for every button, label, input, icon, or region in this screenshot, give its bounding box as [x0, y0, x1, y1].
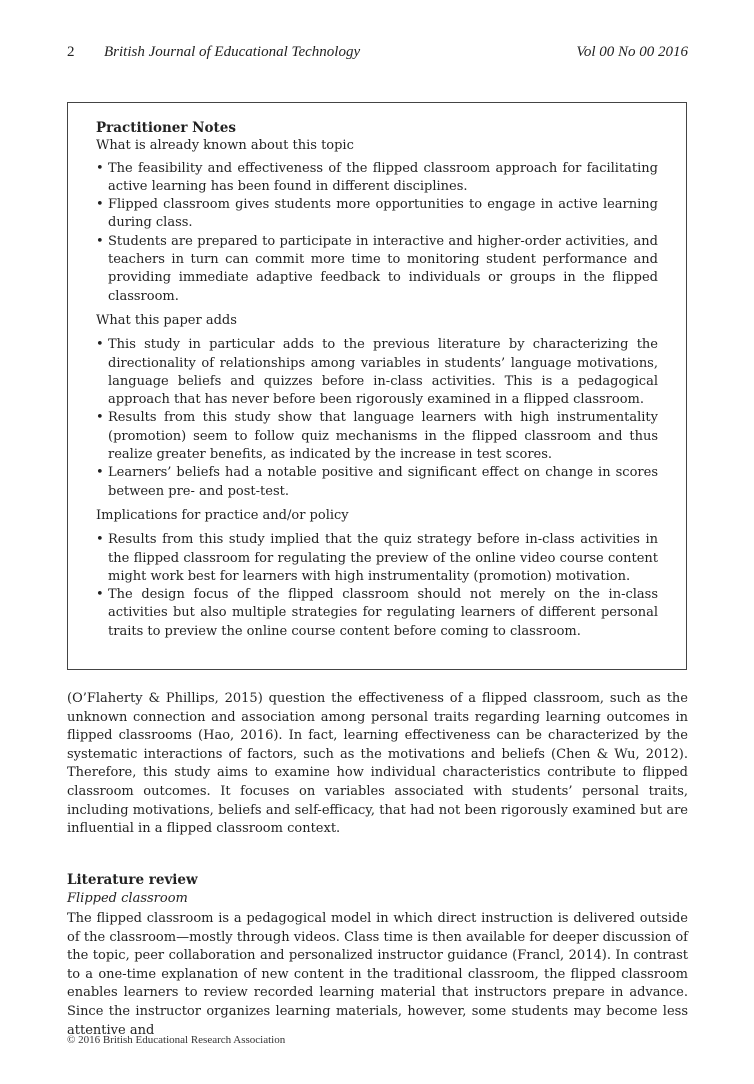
literature-paragraph: The flipped classroom is a pedagogical model in which direct instruction is delivered outside of the classroom—mostly through videos. Class time is then available for deeper discussion of the topic, peer collaboration and personalized instructor guidance (Francl, 2014). In contrast to a one-time explanation of new content in the traditional classroom, the flipped classroom enables learners to review recorded learning material that instructors prepare in advance. Since the instructor organizes learning materials, however, some students may become less attentive and — [67, 911, 688, 1038]
list-item: • Learners’ beliefs had a notable positive and significant effect on change in scores between pre- and post-test. — [96, 464, 658, 501]
copyright-footer: © 2016 British Educational Research Association — [67, 1034, 286, 1046]
adds-bullets — [96, 336, 658, 501]
flipped-classroom-subheading: Flipped classroom — [67, 891, 188, 906]
section-heading-known: What is already known about this topic — [96, 138, 354, 154]
section-heading-implications: Implications for practice and/or policy — [96, 507, 349, 523]
list-item: • This study in particular adds to the previous literature by characterizing the directionality of relationships among variables in students’ language motivations, language beliefs and quizzes before in-class activities. This is a pedagogical approach that has never before been rigorously examined in a flipped classroom. — [96, 336, 658, 409]
list-item: • Flipped classroom gives students more opportunities to engage in active learning during class. — [96, 196, 658, 233]
list-item: • Students are prepared to participate in interactive and higher-order activities, and teachers in turn can commit more time to monitoring student performance and providing immediate adaptive feedback to individuals or groups in the flipped classroom. — [96, 233, 658, 306]
list-item: • Results from this study show that language learners with high instrumentality (promotion) seem to follow quiz mechanisms in the flipped classroom and thus realize greater benefits, as indicated by the increase in test scores. — [96, 409, 658, 464]
running-header — [67, 44, 688, 64]
implications-bullets — [96, 531, 658, 641]
journal-name: British Journal of Educational Technology — [104, 44, 361, 60]
list-item: • The feasibility and effectiveness of the flipped classroom approach for facilitating active learning has been found in different disciplines. — [96, 160, 658, 197]
page-number: 2 — [67, 44, 75, 60]
list-item: • The design focus of the flipped classroom should not merely on the in-class activities but also multiple strategies for regulating learners of different personal traits to preview the online course content before coming to classroom. — [96, 586, 658, 641]
known-bullets — [96, 160, 658, 306]
section-heading-adds: What this paper adds — [96, 312, 237, 328]
list-item: • Results from this study implied that the quiz strategy before in-class activities in the flipped classroom for regulating the preview of the online video course content might work best for learners with high instrumentality (promotion) motivation. — [96, 531, 658, 586]
literature-review-heading: Literature review — [67, 872, 198, 888]
intro-paragraph: (O’Flaherty & Phillips, 2015) question the effectiveness of a flipped classroom, such as the unknown connection and association among personal traits regarding learning outcomes in flipped classrooms (Hao, 2016). In fact, learning effectiveness can be characterized by the systematic interactions of factors, such as the motivations and beliefs (Chen & Wu, 2012). Therefore, this study aims to examine how individual characteristics contribute to flipped classroom outcomes. It focuses on variables associated with students’ personal traits, including motivations, beliefs and self-efficacy, that had not been rigorously examined but are influential in a flipped classroom context. — [67, 691, 688, 837]
practitioner-notes-title: Practitioner Notes — [96, 120, 236, 136]
practitioner-notes-box — [67, 102, 687, 670]
volume-info: Vol 00 No 00 2016 — [576, 44, 688, 60]
